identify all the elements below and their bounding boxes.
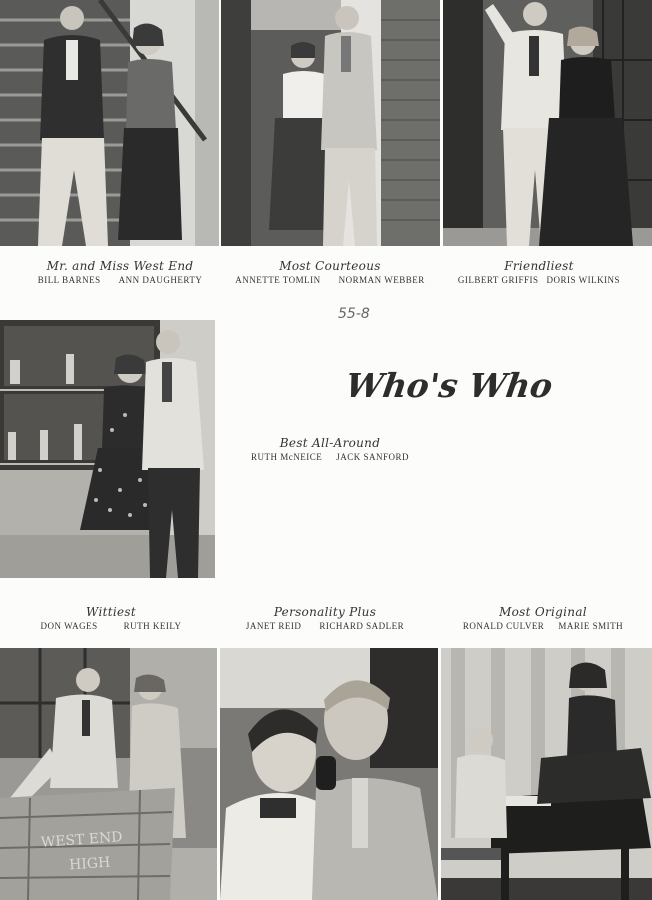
award-title: Wittiest	[86, 605, 136, 619]
caption-friendliest	[436, 259, 642, 285]
crate-label-line1: WEST END	[40, 829, 124, 851]
award-title: Friendliest	[504, 259, 574, 273]
award-names	[440, 621, 646, 631]
award-names	[6, 621, 216, 631]
handwritten-note: 55-8	[338, 306, 370, 322]
person-name: DORIS WILKINS	[546, 275, 621, 285]
award-names	[220, 621, 430, 631]
page-title: Who's Who	[343, 366, 556, 405]
person-name: NORMAN WEBBER	[338, 275, 425, 285]
caption-personality-plus	[220, 605, 430, 631]
person-name: ANN DAUGHERTY	[118, 275, 203, 285]
person-name: RONALD CULVER	[462, 621, 545, 631]
person-name: JANET REID	[245, 621, 302, 631]
caption-best-all-around	[230, 436, 430, 462]
person-name: BILL BARNES	[37, 275, 101, 285]
person-name: ANNETTE TOMLIN	[235, 275, 321, 285]
caption-most-original	[440, 605, 646, 631]
award-names	[436, 275, 642, 285]
person-name: MARIE SMITH	[558, 621, 624, 631]
award-title: Mr. and Miss West End	[46, 259, 194, 273]
person-name: RICHARD SADLER	[319, 621, 405, 631]
photo-wittiest	[0, 648, 217, 900]
award-names	[220, 275, 440, 285]
award-title: Most Original	[499, 605, 587, 619]
photo-friendliest	[443, 0, 652, 246]
award-title: Most Courteous	[279, 259, 381, 273]
award-names	[230, 452, 430, 462]
photo-personality-plus	[220, 648, 438, 900]
award-title: Personality Plus	[273, 605, 377, 619]
award-names	[0, 275, 240, 285]
caption-mr-miss-west-end	[0, 259, 240, 285]
person-name: GILBERT GRIFFIS	[457, 275, 539, 285]
photo-best-all-around	[0, 320, 215, 578]
photo-most-original	[441, 648, 652, 900]
crate-label-line2: HIGH	[68, 854, 111, 874]
caption-wittiest	[6, 605, 216, 631]
caption-most-courteous	[220, 259, 440, 285]
person-name: RUTH McNEICE	[250, 452, 323, 462]
award-title: Best All-Around	[279, 436, 381, 450]
person-name: JACK SANFORD	[336, 452, 410, 462]
person-name: RUTH KEILY	[123, 621, 182, 631]
person-name: DON WAGES	[40, 621, 98, 631]
photo-mr-miss-west-end	[0, 0, 219, 246]
photo-most-courteous	[221, 0, 440, 246]
